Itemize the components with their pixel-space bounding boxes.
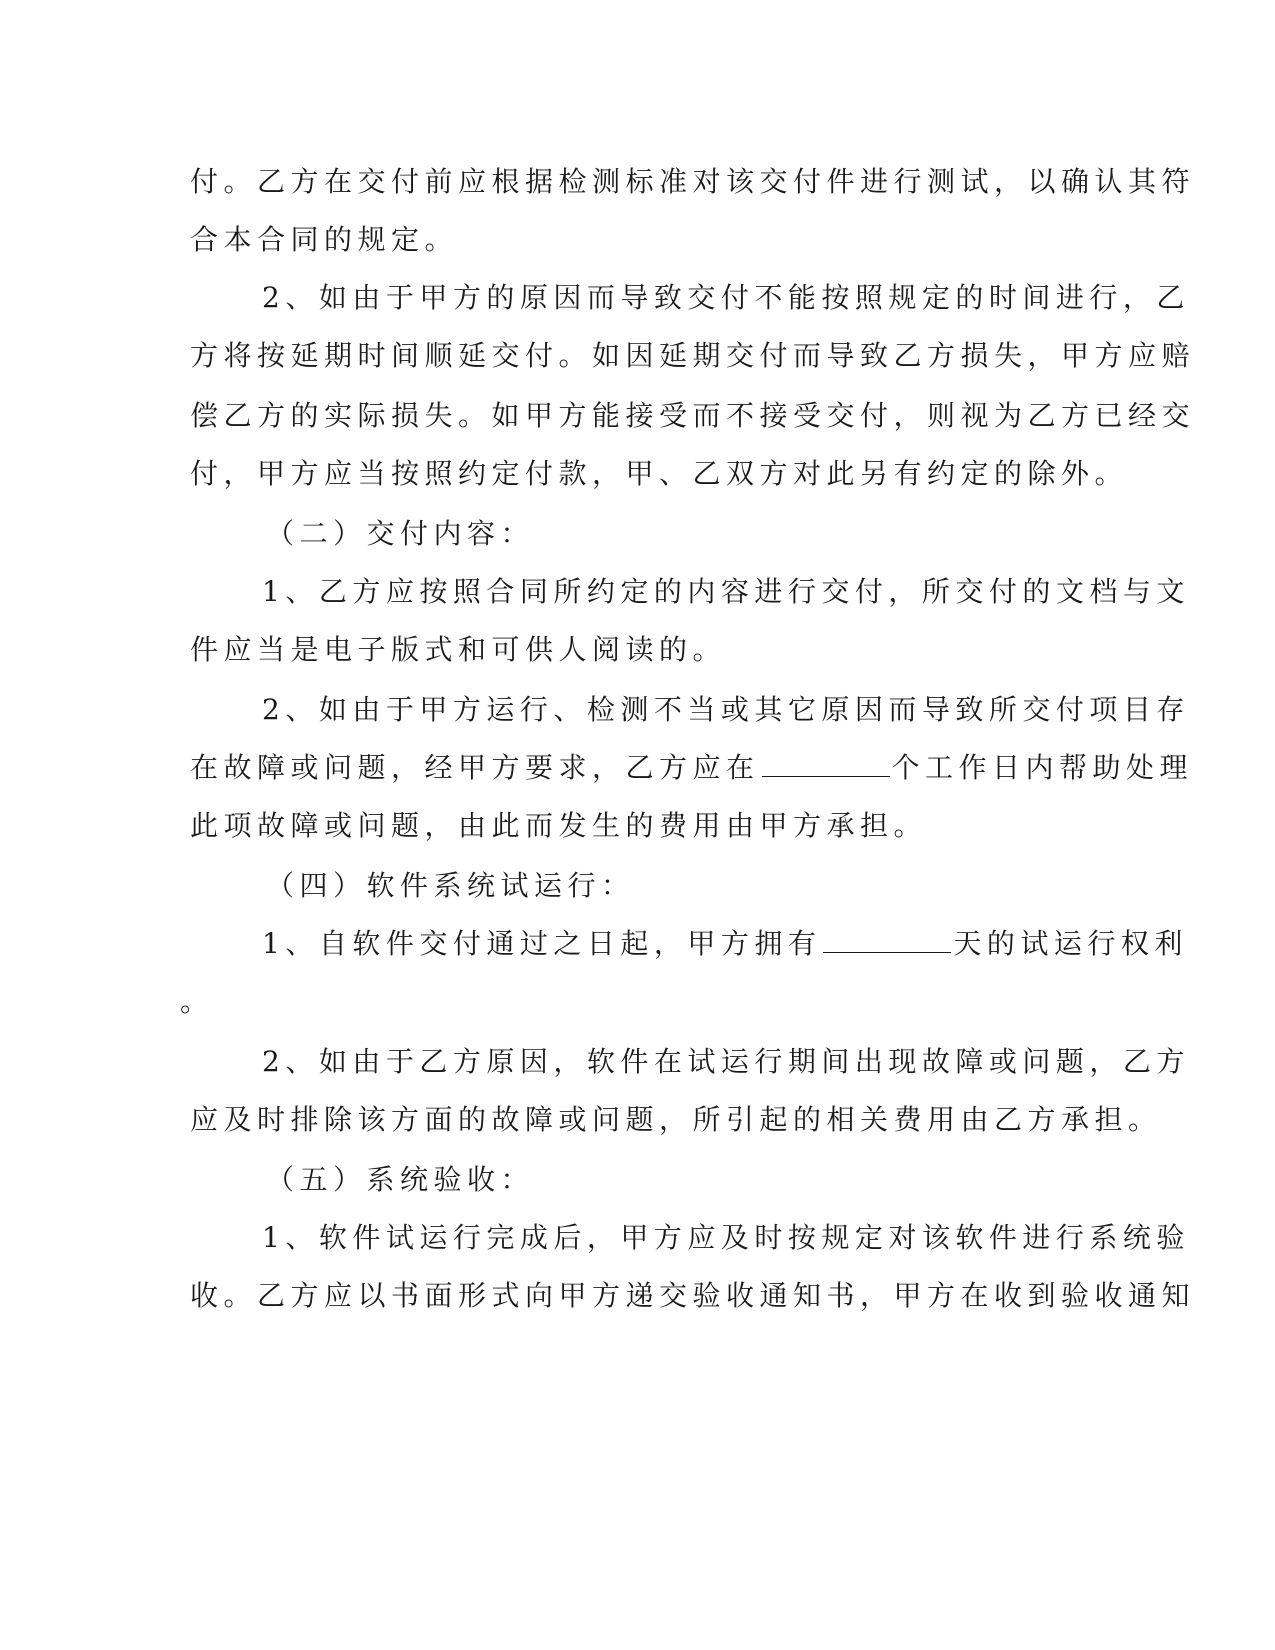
text-line: 2、如由于乙方原因，软件在试运行期间出现故障或问题，乙方 bbox=[262, 1045, 1190, 1078]
fill-in-blank[interactable] bbox=[823, 926, 951, 953]
text-line-with-blank bbox=[190, 748, 1193, 788]
section-heading: （二）交付内容： bbox=[266, 517, 535, 550]
text-line: 付。乙方在交付前应根据检测标准对该交付件进行测试，以确认其符 bbox=[190, 165, 1196, 198]
text-line: 。 bbox=[180, 985, 214, 1018]
text-line: 收。乙方应以书面形式向甲方递交验收通知书，甲方在收到验收通知 bbox=[190, 1279, 1196, 1312]
fill-in-blank[interactable] bbox=[762, 750, 890, 777]
text-line: 2、如由于甲方运行、检测不当或其它原因而导致所交付项目存 bbox=[262, 693, 1190, 726]
text-line-with-blank bbox=[262, 924, 1188, 964]
text-line: 1、乙方应按照合同所约定的内容进行交付，所交付的文档与文 bbox=[262, 575, 1190, 608]
text-line: 应及时排除该方面的故障或问题，所引起的相关费用由乙方承担。 bbox=[190, 1103, 1162, 1136]
text-segment: 个工作日内帮助处理 bbox=[891, 751, 1194, 784]
section-heading: （五）系统验收： bbox=[266, 1163, 535, 1196]
section-heading: （四）软件系统试运行： bbox=[266, 869, 635, 902]
text-line: 偿乙方的实际损失。如甲方能接受而不接受交付，则视为乙方已经交 bbox=[190, 399, 1196, 432]
text-line: 付，甲方应当按照约定付款，甲、乙双方对此另有约定的除外。 bbox=[190, 457, 1129, 490]
text-line: 此项故障或问题，由此而发生的费用由甲方承担。 bbox=[190, 809, 928, 842]
text-line: 1、软件试运行完成后，甲方应及时按规定对该软件进行系统验 bbox=[262, 1221, 1190, 1254]
text-line: 合本合同的规定。 bbox=[190, 223, 459, 256]
text-segment: 天的试运行权利 bbox=[953, 927, 1188, 960]
text-line: 件应当是电子版式和可供人阅读的。 bbox=[190, 633, 727, 666]
text-segment: 在故障或问题，经甲方要求，乙方应在 bbox=[190, 751, 760, 784]
text-line: 2、如由于甲方的原因而导致交付不能按照规定的时间进行，乙 bbox=[262, 281, 1190, 314]
text-line: 方将按延期时间顺延交付。如因延期交付而导致乙方损失，甲方应赔 bbox=[190, 339, 1196, 372]
text-segment: 1、自软件交付通过之日起，甲方拥有 bbox=[262, 927, 822, 960]
